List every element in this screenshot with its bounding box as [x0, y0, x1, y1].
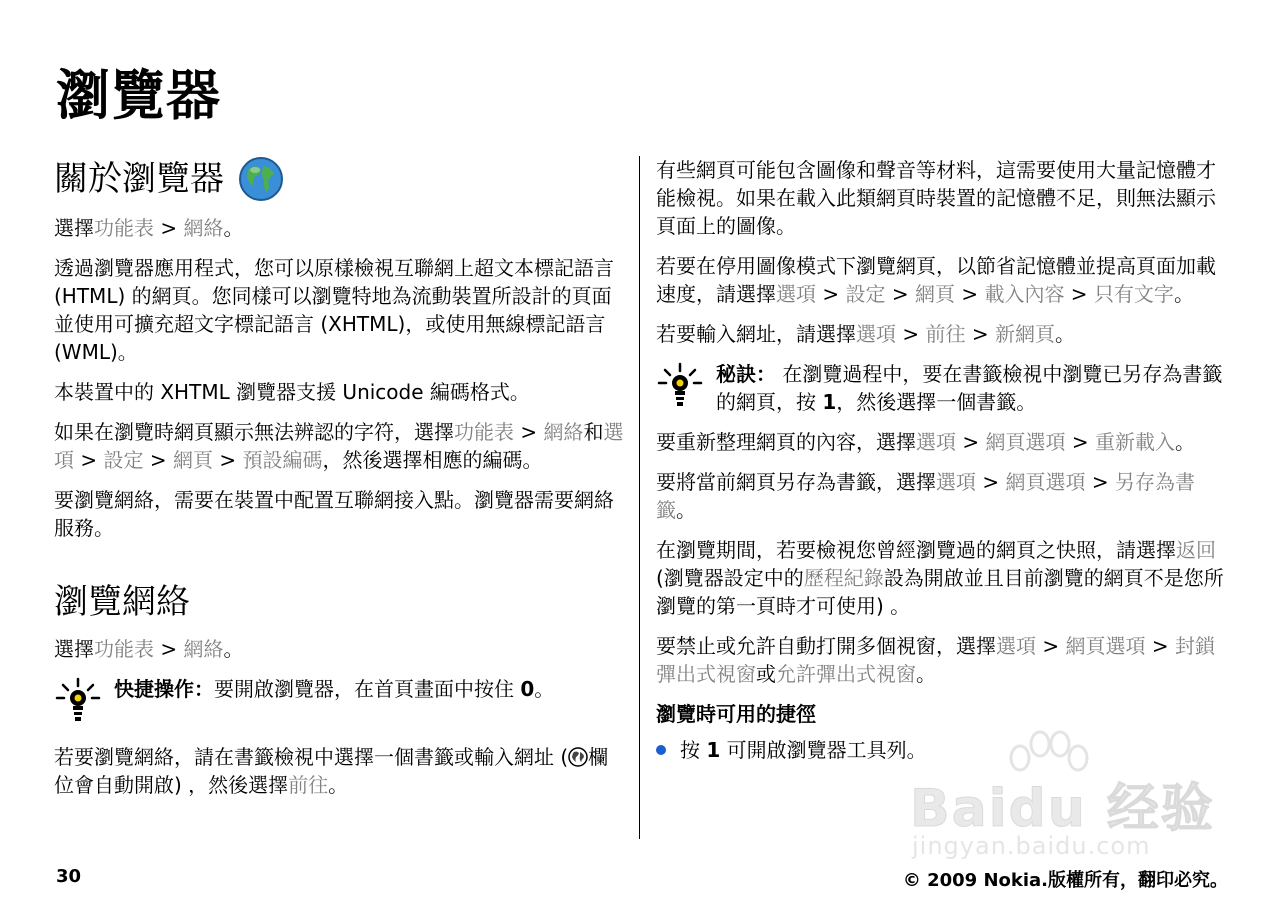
reload-link: 重新載入 [1094, 430, 1175, 454]
options-link: 選項 [776, 282, 816, 306]
page-options-link: 網頁選項 [985, 430, 1066, 454]
separator: > [212, 448, 243, 472]
text: 。 [1174, 430, 1195, 454]
separator: > [1064, 282, 1094, 306]
text: 要重新整理網頁的內容，選擇 [656, 430, 916, 454]
globe-icon [568, 747, 588, 767]
menu-link: 功能表 [94, 636, 154, 661]
copyright: © 2009 Nokia.版權所有，翻印必究。 [902, 870, 1228, 891]
separator: > [1145, 634, 1175, 658]
new-page-link: 新網頁 [994, 322, 1055, 346]
menu-link: 功能表 [94, 216, 154, 240]
text: 要將當前網頁另存為書籤，選擇 [656, 470, 936, 494]
separator: > [1065, 430, 1095, 454]
text: 。 [1054, 322, 1075, 346]
options-link: 選項 [916, 430, 956, 454]
text: 。 [328, 772, 349, 797]
text: (瀏覽器設定中的 [656, 566, 804, 590]
text: 。 [223, 216, 244, 240]
text: 按 [680, 738, 707, 762]
settings-link: 設定 [103, 448, 144, 472]
text: 若要輸入網址，請選擇 [656, 322, 856, 346]
paragraph-access-point: 要瀏覽網絡，需要在裝置中配置互聯網接入點。瀏覽器需要網絡服務。 [54, 488, 614, 540]
key-label: 1 [822, 390, 837, 414]
page-options-link: 網頁選項 [1005, 470, 1086, 494]
tip-bookmark-text [716, 360, 1228, 416]
history-link: 歷程紀錄 [803, 566, 884, 590]
tip-label: 秘訣： [716, 362, 776, 386]
separator: > [976, 470, 1006, 494]
paragraph-bookmark-or-address [54, 743, 624, 799]
separator: > [74, 448, 104, 472]
web-link: 網絡 [183, 216, 224, 240]
text: 要開啟瀏覽器，在首頁畫面中按住 [214, 676, 521, 701]
menu-link: 功能表 [454, 420, 514, 444]
subheading-shortcuts: 瀏覽時可用的捷徑 [656, 702, 816, 726]
separator: > [956, 430, 986, 454]
tip-shortcut [54, 675, 624, 723]
paragraph-enter-address [656, 320, 1228, 348]
separator: > [1085, 470, 1115, 494]
options-link: 選項 [856, 322, 896, 346]
section-heading-browse-web [54, 582, 624, 623]
separator: > [1036, 634, 1066, 658]
tip-bookmark [656, 360, 1228, 416]
tip-shortcut-text [114, 675, 554, 703]
allow-popups-link: 允許彈出式視窗 [776, 662, 916, 686]
paragraph-encoding [54, 418, 624, 474]
text-only-link: 只有文字 [1093, 282, 1174, 306]
globe-icon [238, 156, 284, 202]
back-link: 返回 [1176, 538, 1216, 562]
paragraph-popups [656, 632, 1228, 688]
paragraph-unicode: 本裝置中的 XHTML 瀏覽器支援 Unicode 編碼格式。 [54, 380, 530, 404]
column-divider [639, 156, 640, 839]
baidu-watermark [900, 736, 1230, 866]
separator: > [896, 322, 926, 346]
page-options-link: 網頁選項 [1065, 634, 1146, 658]
separator: > [143, 448, 173, 472]
save-as-bookmark-link: 另存為書籤 [656, 470, 1195, 522]
watermark-url: jingyan.baidu.com [912, 832, 1151, 860]
paragraph-select-menu-web-2 [54, 635, 624, 663]
tip-lightbulb-icon [54, 677, 102, 723]
tip-lightbulb-icon [656, 362, 704, 408]
paragraph-memory: 有些網頁可能包含圖像和聲音等材料，這需要使用大量記憶體才能檢視。如果在載入此類網頁時裝置的記憶體不足，則無法顯示頁面上的圖像。 [656, 158, 1216, 238]
text: 。 [223, 636, 244, 661]
page-link: 網頁 [172, 448, 213, 472]
text: 要禁止或允許自動打開多個視窗，選擇 [656, 634, 996, 658]
text: 在瀏覽過程中，要在書籤檢視中瀏覽已另存為書籤的網頁，按 [716, 362, 1223, 414]
list-item-text [680, 736, 927, 764]
text: 。 [916, 662, 936, 686]
web-link: 網絡 [543, 420, 584, 444]
text: 設為開啟並且目前瀏覽的網頁不是您所瀏覽的第一頁時才可使用) 。 [656, 566, 1224, 618]
separator: > [885, 282, 915, 306]
separator: > [514, 420, 544, 444]
paragraph-select-menu-web [54, 214, 624, 242]
page-link: 網頁 [914, 282, 955, 306]
load-content-link: 載入內容 [984, 282, 1065, 306]
separator: > [965, 322, 995, 346]
text: ，然後選擇一個書籤。 [836, 390, 1037, 414]
key-label: 1 [706, 738, 721, 762]
text: 選擇 [54, 216, 94, 240]
paragraph-history [656, 536, 1228, 620]
right-column [656, 156, 1228, 764]
text: 選擇 [54, 636, 94, 661]
settings-link: 設定 [845, 282, 886, 306]
text: 若要瀏覽網絡，請在書籤檢視中選擇一個書籤或輸入網址 ( [54, 744, 569, 769]
text: 。 [534, 676, 555, 701]
page-title: 瀏覽器 [56, 64, 221, 127]
bullet-dot [656, 745, 666, 755]
tip-label: 快捷操作： [114, 676, 214, 701]
paragraph-browser-intro: 透過瀏覽器應用程式，您可以原樣檢視互聯網上超文本標記語言 (HTML) 的網頁。您同樣可以瀏覽特地為流動裝置所設計的頁面並使用可擴充超文字標記語言 (XHTML)，或使用無線標記語言 (WML)。 [54, 256, 614, 364]
separator: > [954, 282, 985, 306]
default-encoding-link: 預設編碼 [242, 448, 323, 472]
text: 欄位會自動開啟) ，然後選擇 [54, 744, 609, 797]
web-link: 網絡 [183, 636, 224, 661]
text: 或 [756, 662, 776, 686]
text: 和 [583, 420, 604, 444]
section-heading-about-browser [54, 156, 624, 202]
go-to-link: 前往 [925, 322, 966, 346]
block-popups-link: 封鎖彈出式視窗 [656, 634, 1215, 686]
text: 。 [1173, 282, 1194, 306]
text: ，然後選擇相應的編碼。 [322, 448, 543, 472]
watermark-main-text: Baidu 经验 [910, 779, 1215, 839]
section-heading-about-browser-text: 關於瀏覽器 [54, 158, 224, 199]
section-heading-browse-web-text: 瀏覽網絡 [54, 582, 190, 622]
options-link: 選項 [996, 634, 1036, 658]
paragraph-reload [656, 428, 1228, 456]
left-column [54, 156, 624, 811]
paragraph-save-bookmark [656, 468, 1228, 524]
go-to-link: 前往 [288, 772, 329, 797]
separator: > [154, 216, 184, 240]
separator: > [154, 636, 184, 661]
text: 若要在停用圖像模式下瀏覽網頁，以節省記憶體並提高頁面加載速度，請選擇 [656, 254, 1216, 306]
text: 在瀏覽期間，若要檢視您曾經瀏覽過的網頁之快照，請選擇 [656, 538, 1176, 562]
separator: > [816, 282, 846, 306]
text: 可開啟瀏覽器工具列。 [720, 738, 927, 762]
text: 如果在瀏覽時網頁顯示無法辨認的字符，選擇 [54, 420, 454, 444]
text: 。 [676, 498, 696, 522]
options-link: 選項 [54, 420, 624, 472]
paragraph-text-only [656, 252, 1228, 308]
page-number: 30 [56, 866, 82, 887]
options-link: 選項 [936, 470, 976, 494]
key-label: 0 [520, 676, 535, 701]
